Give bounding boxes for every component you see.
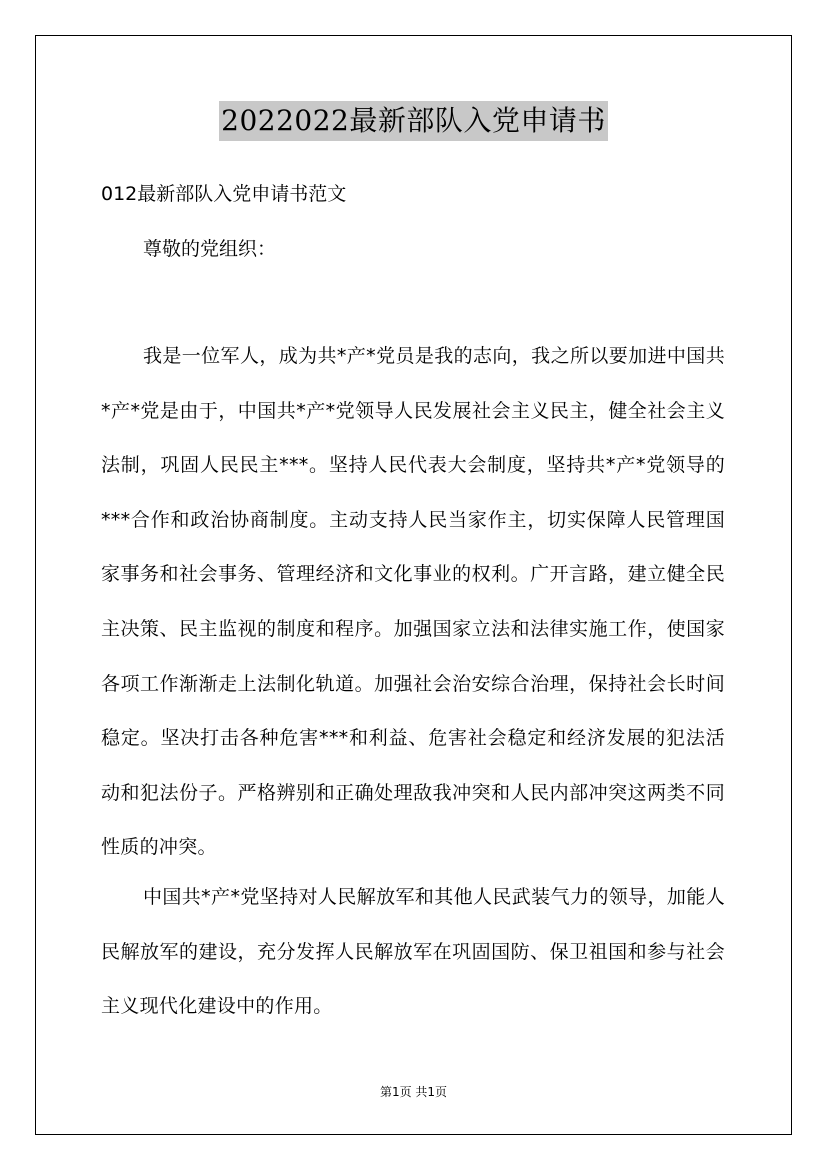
title-container	[0, 101, 827, 141]
salutation: 尊敬的党组织：	[143, 238, 277, 260]
document-title: 2022022最新部队入党申请书	[219, 101, 608, 141]
document-subtitle: 012最新部队入党申请书范文	[101, 183, 347, 205]
page-footer: 第1页 共1页	[379, 1085, 448, 1099]
body-paragraph-2: 中国共*产*党坚持对人民解放军和其他人民武装气力的领导，加能人民解放军的建设，充分发挥人民解放军在巩固国防、保卫祖国和参与社会主义现代化建设中的作用。	[101, 886, 725, 1018]
body-paragraph-1: 我是一位军人，成为共*产*党员是我的志向，我之所以要加进中国共*产*党是由于，中国共*产*党领导人民发展社会主义民主，健全社会主义法制，巩固人民民主***。坚持人民代表大会制度，坚持共*产*党领导的***合作和政治协商制度。主动支持人民当家作主，切实保障人民管理国家事务和社会事务、管理经济和文化事业的权利。广开言路，建立健全民主决策、民主监视的制度和程序。加强国家立法和法律实施工作，使国家各项工作渐渐走上法制化轨道。加强社会治安综合治理，保持社会长时间稳定。坚决打击各种危害***和利益、危害社会稳定和经济发展的犯法活动和犯法份子。严格辨别和正确处理敌我冲突和人民内部冲突这两类不同性质的冲突。	[101, 345, 725, 859]
